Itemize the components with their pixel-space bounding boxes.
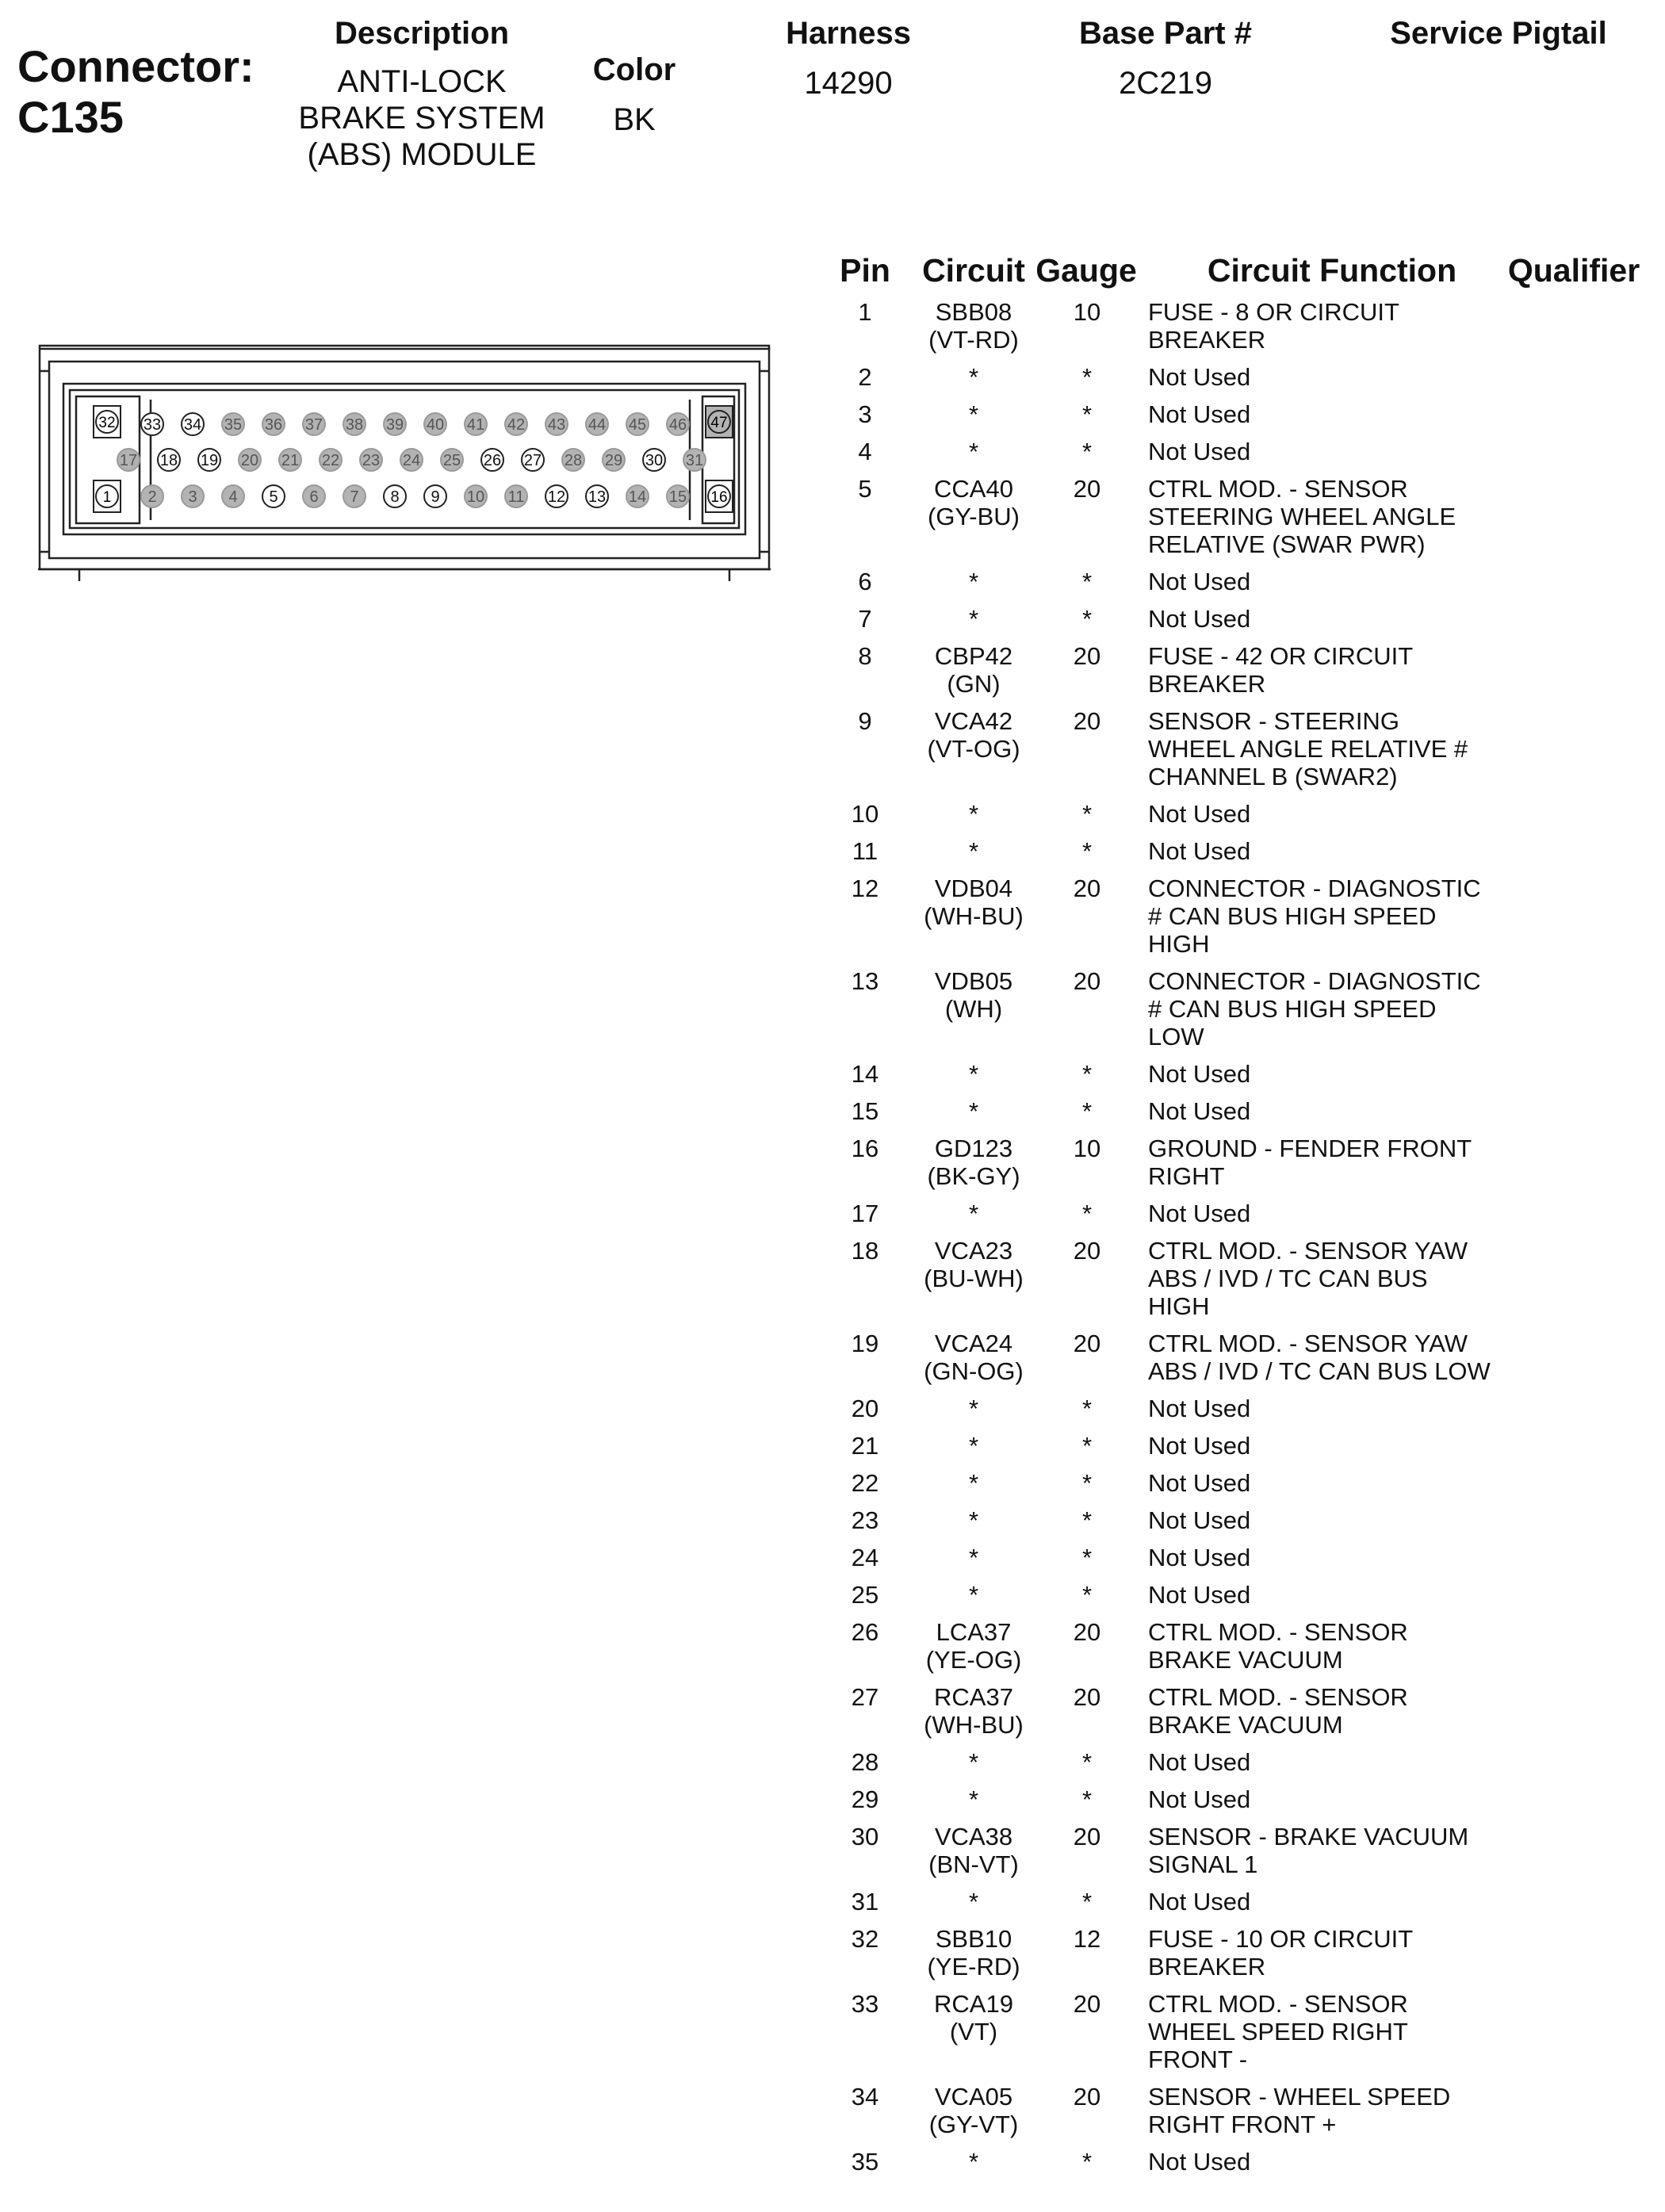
circuit-cell: CBP42 (GN): [934, 642, 1013, 698]
connector-pin-4: [222, 485, 244, 507]
connector-pin-5: [262, 485, 285, 507]
connector-pin-13: [586, 485, 608, 507]
connector-pin-46: [667, 413, 689, 435]
pin-cell: 6: [858, 568, 872, 595]
pin-cell: 17: [851, 1200, 879, 1227]
gauge-cell: *: [1081, 438, 1093, 465]
connector-pin-24: [400, 449, 423, 471]
pin-cell: 21: [851, 1432, 879, 1460]
gauge-cell: *: [1081, 1785, 1093, 1813]
connector-pin-17: [117, 449, 140, 471]
gauge-cell: *: [1081, 800, 1093, 828]
pin-cell: 15: [851, 1097, 879, 1125]
circuit-function-cell: Not Used: [1148, 1748, 1251, 1776]
connector-pin-label: 8: [390, 488, 400, 506]
gauge-cell: 10: [1073, 1135, 1101, 1162]
circuit-cell: *: [968, 363, 979, 391]
connector-pin-37: [303, 413, 325, 435]
connector-pin-label: 24: [402, 452, 421, 469]
connector-pin-43: [545, 413, 568, 435]
gauge-cell: *: [1081, 1097, 1093, 1125]
connector-pin-29: [603, 449, 625, 471]
color-value: BK: [613, 102, 656, 137]
pin-cell: 30: [851, 1823, 879, 1850]
gauge-cell: *: [1081, 1544, 1093, 1571]
connector-pin-35: [222, 413, 244, 435]
circuit-function-cell: Not Used: [1148, 1097, 1251, 1125]
connector-pin-label: 30: [645, 452, 664, 469]
circuit-cell: CCA40 (GY-BU): [928, 475, 1020, 530]
connector-pin-label: 17: [119, 452, 138, 469]
pin-cell: 13: [851, 967, 879, 995]
connector-pin-25: [441, 449, 463, 471]
gauge-cell: 20: [1073, 1823, 1101, 1850]
circuit-cell: *: [968, 1748, 979, 1776]
circuit-cell: *: [968, 568, 979, 595]
connector-pin-label: 27: [523, 452, 542, 469]
connector-pin-label: 10: [466, 488, 485, 506]
gauge-cell: *: [1081, 1395, 1093, 1422]
gauge-cell: *: [1081, 1469, 1093, 1497]
connector-pin-label: 37: [304, 416, 323, 434]
connector-pin-label: 29: [604, 452, 623, 469]
connector-pin-label: 40: [426, 416, 445, 434]
circuit-cell: *: [968, 1469, 979, 1497]
connector-pin-label: 42: [507, 416, 526, 434]
connector-pin-2: [141, 485, 163, 507]
circuit-function-cell: Not Used: [1148, 2148, 1251, 2176]
circuit-cell: SBB08 (VT-RD): [928, 298, 1019, 354]
circuit-function-cell: Not Used: [1148, 1506, 1251, 1534]
connector-pin-label: 6: [309, 488, 319, 506]
connector-pin-label: 18: [159, 452, 178, 469]
connector-pin-9: [424, 485, 446, 507]
circuit-cell: *: [968, 2148, 979, 2176]
connector-pin-label: 45: [628, 416, 647, 434]
gauge-cell: *: [1081, 1432, 1093, 1460]
connector-pin-label: 3: [188, 488, 197, 506]
circuit-cell: *: [968, 1200, 979, 1227]
harness-header: Harness: [786, 16, 911, 51]
circuit-function-cell: CTRL MOD. - SENSOR YAW ABS / IVD / TC CAN BUS HIGH: [1148, 1237, 1468, 1320]
gauge-cell: *: [1081, 1060, 1093, 1088]
gauge-cell: 12: [1073, 1925, 1101, 1953]
pin-cell: 20: [851, 1395, 879, 1422]
gauge-cell: 20: [1073, 642, 1101, 670]
circuit-cell: VDB05 (WH): [934, 967, 1013, 1023]
pin-cell: 14: [851, 1060, 879, 1088]
harness-value: 14290: [804, 66, 893, 101]
pin-cell: 16: [851, 1135, 879, 1162]
connector-pin-label: 26: [483, 452, 502, 469]
pin-cell: 31: [851, 1888, 879, 1915]
pin-cell: 9: [858, 707, 872, 735]
connector-pin-23: [360, 449, 382, 471]
circuit-function-cell: FUSE - 8 OR CIRCUIT BREAKER: [1148, 298, 1399, 354]
circuit-cell: *: [968, 400, 979, 428]
connector-pin-39: [384, 413, 406, 435]
connector-pin-18: [158, 449, 180, 471]
connector-pin-label: 19: [200, 452, 219, 469]
pin-cell: 24: [851, 1544, 879, 1571]
connector-face-diagram: [32, 339, 777, 581]
circuit-function-cell: CONNECTOR - DIAGNOSTIC # CAN BUS HIGH SPEED LOW: [1148, 967, 1481, 1051]
circuit-function-cell: CTRL MOD. - SENSOR BRAKE VACUUM: [1148, 1618, 1408, 1674]
gauge-cell: 20: [1073, 1683, 1101, 1711]
pin-cell: 27: [851, 1683, 879, 1711]
pin-cell: 7: [858, 605, 872, 633]
pin-cell: 28: [851, 1748, 879, 1776]
circuit-function-cell: SENSOR - WHEEL SPEED RIGHT FRONT +: [1148, 2083, 1451, 2138]
circuit-function-cell: Not Used: [1148, 1469, 1251, 1497]
circuit-function-cell: Not Used: [1148, 568, 1251, 595]
pin-cell: 1: [858, 298, 872, 326]
connector-pin-34: [182, 413, 204, 435]
pin-cell: 26: [851, 1618, 879, 1646]
circuit-function-cell: Not Used: [1148, 1581, 1251, 1609]
gauge-cell: *: [1081, 605, 1093, 633]
gauge-cell: *: [1081, 2148, 1093, 2176]
connector-pin-45: [626, 413, 649, 435]
connector-pin-14: [626, 485, 649, 507]
circuit-header: Circuit: [922, 252, 1025, 289]
pin-cell: 18: [851, 1237, 879, 1265]
connector-pin-label: 25: [442, 452, 461, 469]
gauge-cell: *: [1081, 1506, 1093, 1534]
circuit-function-cell: Not Used: [1148, 1200, 1251, 1227]
pin-cell: 32: [851, 1925, 879, 1953]
gauge-cell: 20: [1073, 475, 1101, 503]
connector-pin-label: 2: [147, 488, 157, 506]
connector-pin-label: 1: [102, 489, 112, 506]
circuit-cell: *: [968, 605, 979, 633]
pin-cell: 5: [858, 475, 872, 503]
circuit-function-cell: CTRL MOD. - SENSOR YAW ABS / IVD / TC CAN BUS LOW: [1148, 1330, 1491, 1385]
connector-pin-label: 43: [547, 416, 566, 434]
connector-pin-label: 23: [362, 452, 381, 469]
connector-pin-label: 28: [564, 452, 583, 469]
connector-pin-label: 20: [240, 452, 259, 469]
gauge-cell: 20: [1073, 1990, 1101, 2018]
pin-cell: 29: [851, 1785, 879, 1813]
gauge-cell: *: [1081, 363, 1093, 391]
connector-pin-6: [303, 485, 325, 507]
connector-label: Connector:: [17, 41, 255, 91]
connector-pin-44: [586, 413, 608, 435]
circuit-cell: VCA38 (BN-VT): [928, 1823, 1019, 1878]
connector-pin-label: 32: [98, 415, 116, 431]
connector-pin-7: [343, 485, 366, 507]
circuit-cell: *: [968, 438, 979, 465]
connector-pin-label: 11: [507, 488, 525, 506]
circuit-cell: LCA37 (YE-OG): [925, 1618, 1022, 1674]
circuit-cell: *: [968, 1506, 979, 1534]
circuit-function-cell: FUSE - 10 OR CIRCUIT BREAKER: [1148, 1925, 1414, 1980]
circuit-function-cell: Not Used: [1148, 1432, 1251, 1460]
connector-pin-11: [505, 485, 527, 507]
circuit-cell: *: [968, 1060, 979, 1088]
connector-pin-8: [384, 485, 406, 507]
circuit-function-cell: Not Used: [1148, 1060, 1251, 1088]
gauge-header: Gauge: [1035, 252, 1137, 289]
circuit-function-cell: Not Used: [1148, 837, 1251, 865]
connector-pin-label: 35: [224, 416, 243, 434]
circuit-cell: RCA37 (WH-BU): [924, 1683, 1024, 1739]
pin-cell: 11: [852, 837, 878, 865]
circuit-cell: *: [968, 837, 979, 865]
pin-cell: 2: [858, 363, 872, 391]
circuit-function-cell: Not Used: [1148, 605, 1251, 633]
pin-cell: 25: [851, 1581, 879, 1609]
gauge-cell: 20: [1073, 874, 1101, 902]
connector-pin-label: 4: [228, 488, 238, 506]
circuit-cell: *: [968, 1785, 979, 1813]
connector-pin-label: 7: [350, 488, 359, 506]
connector-pin-31: [683, 449, 706, 471]
connector-pin-15: [667, 485, 689, 507]
pin-cell: 10: [851, 800, 879, 828]
circuit-function-cell: SENSOR - BRAKE VACUUM SIGNAL 1: [1148, 1823, 1469, 1878]
connector-pin-label: 39: [385, 416, 404, 434]
gauge-cell: 20: [1073, 2083, 1101, 2111]
circuit-function-header: Circuit Function: [1207, 252, 1457, 289]
circuit-cell: VCA05 (GY-VT): [928, 2083, 1019, 2138]
circuit-cell: *: [968, 1544, 979, 1571]
circuit-function-cell: FUSE - 42 OR CIRCUIT BREAKER: [1148, 642, 1414, 698]
connector-pin-40: [424, 413, 446, 435]
connector-pin-1: [94, 480, 121, 512]
connector-pin-12: [545, 485, 568, 507]
connector-pin-label: 14: [628, 488, 647, 506]
circuit-cell: *: [968, 1097, 979, 1125]
connector-pin-41: [465, 413, 487, 435]
gauge-cell: 20: [1073, 1330, 1101, 1357]
base-part-header: Base Part #: [1079, 16, 1252, 51]
connector-pin-label: 15: [668, 488, 687, 506]
circuit-function-cell: Not Used: [1148, 438, 1251, 465]
connector-pin-33: [141, 413, 163, 435]
circuit-cell: *: [968, 1395, 979, 1422]
gauge-cell: 20: [1073, 967, 1101, 995]
connector-pin-21: [279, 449, 301, 471]
connector-pin-47: [706, 406, 733, 438]
connector-pin-label: 5: [269, 488, 278, 506]
circuit-function-cell: Not Used: [1148, 1395, 1251, 1422]
circuit-function-cell: Not Used: [1148, 1785, 1251, 1813]
gauge-cell: 20: [1073, 707, 1101, 735]
connector-pin-label: 47: [710, 415, 728, 431]
circuit-cell: SBB10 (YE-RD): [927, 1925, 1020, 1980]
connector-pin-label: 31: [685, 452, 704, 469]
connector-pin-label: 41: [466, 416, 485, 434]
circuit-cell: RCA19 (VT): [934, 1990, 1013, 2046]
circuit-cell: *: [968, 1432, 979, 1460]
pin-cell: 19: [851, 1330, 879, 1357]
connector-pin-32: [94, 406, 121, 438]
circuit-function-cell: SENSOR - STEERING WHEEL ANGLE RELATIVE # CHANNEL B (SWAR2): [1148, 707, 1468, 790]
circuit-function-cell: CONNECTOR - DIAGNOSTIC # CAN BUS HIGH SPEED HIGH: [1148, 874, 1481, 958]
description-header: Description: [334, 16, 510, 51]
qualifier-header: Qualifier: [1507, 252, 1640, 289]
connector-pin-38: [343, 413, 366, 435]
connector-pin-3: [182, 485, 204, 507]
connector-pin-26: [481, 449, 503, 471]
circuit-cell: GD123 (BK-GY): [927, 1135, 1020, 1190]
gauge-cell: *: [1081, 568, 1093, 595]
circuit-cell: VCA23 (BU-WH): [924, 1237, 1024, 1292]
connector-pin-30: [643, 449, 665, 471]
connector-pin-20: [239, 449, 261, 471]
connector-pin-label: 46: [668, 416, 687, 434]
connector-pin-label: 13: [588, 488, 607, 506]
pin-cell: 34: [851, 2083, 879, 2111]
circuit-cell: *: [968, 1581, 979, 1609]
gauge-cell: 10: [1073, 298, 1101, 326]
pin-cell: 23: [851, 1506, 879, 1534]
circuit-cell: VCA42 (VT-OG): [927, 707, 1020, 763]
connector-pin-label: 22: [321, 452, 340, 469]
connector-pin-36: [262, 413, 285, 435]
circuit-cell: VCA24 (GN-OG): [924, 1330, 1024, 1385]
circuit-cell: *: [968, 800, 979, 828]
connector-pin-label: 16: [710, 489, 728, 506]
connector-pin-label: 34: [183, 416, 202, 434]
gauge-cell: *: [1081, 1581, 1093, 1609]
gauge-cell: 20: [1073, 1618, 1101, 1646]
connector-pin-label: 9: [431, 488, 440, 506]
pin-cell: 3: [858, 400, 872, 428]
connector-pin-label: 44: [588, 416, 607, 434]
connector-pin-label: 38: [345, 416, 364, 434]
connector-pin-10: [465, 485, 487, 507]
circuit-function-cell: Not Used: [1148, 363, 1251, 391]
pin-header: Pin: [840, 252, 890, 289]
connector-pin-label: 36: [264, 416, 283, 434]
circuit-function-cell: Not Used: [1148, 800, 1251, 828]
gauge-cell: *: [1081, 837, 1093, 865]
circuit-cell: VDB04 (WH-BU): [924, 874, 1024, 930]
service-pigtail-header: Service Pigtail: [1390, 16, 1607, 51]
connector-pin-16: [706, 480, 733, 512]
gauge-cell: *: [1081, 1888, 1093, 1915]
connector-pin-label: 21: [281, 452, 300, 469]
connector-pin-27: [522, 449, 544, 471]
gauge-cell: 20: [1073, 1237, 1101, 1265]
connector-pin-42: [505, 413, 527, 435]
circuit-function-cell: GROUND - FENDER FRONT RIGHT: [1148, 1135, 1472, 1190]
pin-cell: 22: [851, 1469, 879, 1497]
circuit-function-cell: CTRL MOD. - SENSOR BRAKE VACUUM: [1148, 1683, 1408, 1739]
color-header: Color: [592, 52, 676, 87]
connector-pin-label: 33: [143, 416, 162, 434]
circuit-function-cell: CTRL MOD. - SENSOR WHEEL SPEED RIGHT FRONT -: [1148, 1990, 1408, 2073]
circuit-function-cell: Not Used: [1148, 400, 1251, 428]
gauge-cell: *: [1081, 400, 1093, 428]
circuit-cell: *: [968, 1888, 979, 1915]
base-part-value: 2C219: [1119, 66, 1212, 101]
circuit-function-cell: Not Used: [1148, 1544, 1251, 1571]
connector-id: C135: [17, 92, 124, 142]
circuit-function-cell: CTRL MOD. - SENSOR STEERING WHEEL ANGLE RELATIVE (SWAR PWR): [1148, 475, 1456, 558]
gauge-cell: *: [1081, 1748, 1093, 1776]
gauge-cell: *: [1081, 1200, 1093, 1227]
connector-pin-28: [562, 449, 584, 471]
connector-pin-22: [320, 449, 342, 471]
circuit-function-cell: Not Used: [1148, 1888, 1251, 1915]
pin-cell: 4: [858, 438, 872, 465]
pin-cell: 33: [851, 1990, 879, 2018]
pin-cell: 12: [851, 874, 879, 902]
connector-pin-19: [198, 449, 220, 471]
pin-cell: 8: [858, 642, 872, 670]
description-value: ANTI-LOCK BRAKE SYSTEM (ABS) MODULE: [298, 64, 545, 172]
connector-pin-label: 12: [547, 488, 566, 506]
pin-cell: 35: [851, 2148, 879, 2176]
